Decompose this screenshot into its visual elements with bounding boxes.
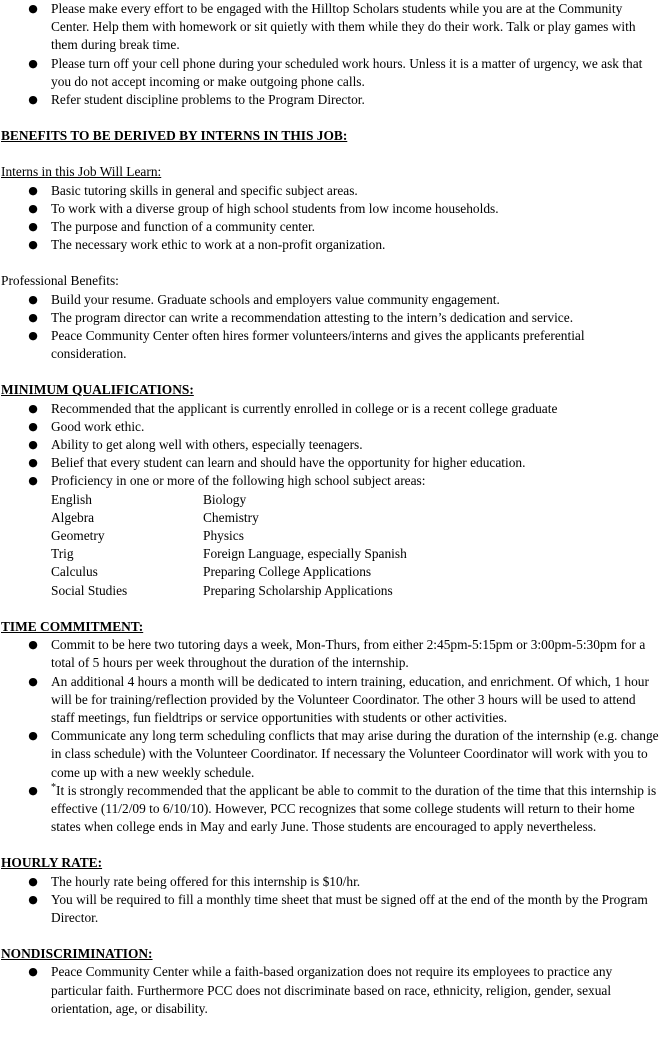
- bullet-icon: ●: [28, 438, 38, 452]
- professional-list: [1, 291, 661, 364]
- bullet-icon: ●: [28, 183, 38, 197]
- list-item: ● Good work ethic.: [1, 418, 661, 436]
- subject-cell: Social Studies: [51, 582, 128, 598]
- subject-cell: Geometry: [51, 528, 105, 544]
- bullet-icon: ●: [28, 638, 38, 652]
- subject-cell: Trig: [51, 546, 74, 562]
- list-item: ● Commit to be here two tutoring days a week, Mon-Thurs, from either 2:45pm-5:15pm or 3:00pm-5:30pm for a total of 5 hours per week throughout the duration of the internship.: [1, 636, 661, 672]
- qualifications-heading: MINIMUM QUALIFICATIONS:: [1, 382, 194, 398]
- list-item: ● To work with a diverse group of high school students from low income households.: [1, 200, 661, 218]
- nondiscrimination-heading: NONDISCRIMINATION:: [1, 946, 153, 962]
- bullet-icon: ●: [28, 892, 38, 906]
- list-item: ● You will be required to fill a monthly time sheet that must be signed off at the end of the month by the Program Director.: [1, 891, 661, 927]
- subject-cell: Calculus: [51, 564, 98, 580]
- bullet-icon: ●: [28, 783, 38, 797]
- bullet-icon: ●: [28, 56, 38, 70]
- list-item: ● Ability to get along well with others, especially teenagers.: [1, 436, 661, 454]
- learn-subheading: Interns in this Job Will Learn:: [1, 164, 162, 180]
- subject-cell: Physics: [203, 528, 244, 544]
- time-commitment-heading: TIME COMMITMENT:: [1, 618, 144, 634]
- bullet-icon: ●: [28, 310, 38, 324]
- subject-cell: Biology: [203, 491, 247, 507]
- bullet-icon: ●: [28, 2, 38, 15]
- bullet-icon: ●: [28, 220, 38, 234]
- conduct-list: [1, 0, 661, 109]
- list-item: ● The necessary work ethic to work at a non-profit organization.: [1, 236, 661, 254]
- subject-areas-table: [1, 491, 661, 600]
- bullet-icon: ●: [28, 456, 38, 470]
- list-item: ● Build your resume. Graduate schools and employers value community engagement.: [1, 291, 661, 309]
- bullet-icon: ●: [28, 201, 38, 215]
- subject-cell: English: [51, 491, 92, 507]
- bullet-icon: ●: [28, 874, 38, 888]
- list-item: ● The hourly rate being offered for this internship is $10/hr.: [1, 873, 661, 891]
- subject-cell: Preparing Scholarship Applications: [203, 582, 393, 598]
- list-item: ● The purpose and function of a community center.: [1, 218, 661, 236]
- list-item: ● Communicate any long term scheduling conflicts that may arise during the duration of the internship (e.g. change in class schedule) with the Volunteer Coordinator. If necessary the Volunteer Coordinator will work with you to come up with a new weekly schedule.: [1, 727, 661, 782]
- hourly-rate-heading: HOURLY RATE:: [1, 855, 103, 871]
- list-item: ● The program director can write a recommendation attesting to the intern’s dedication and service.: [1, 309, 661, 327]
- professional-subheading: Professional Benefits:: [1, 273, 119, 289]
- hourly-rate-list: [1, 873, 661, 928]
- subject-cell: Preparing College Applications: [203, 564, 372, 580]
- time-commitment-list: [1, 636, 661, 836]
- bullet-icon: ●: [28, 93, 38, 107]
- bullet-icon: ●: [28, 292, 38, 306]
- list-item: ● Peace Community Center while a faith-based organization does not require its employees to practice any particular faith. Furthermore PCC does not discriminate based on race, ethnicity, religion, gender, sexual orientation, age, or disability.: [1, 963, 661, 1018]
- list-item: ● Proficiency in one or more of the following high school subject areas:: [1, 472, 661, 490]
- list-item: ● An additional 4 hours a month will be dedicated to intern training, education, and enrichment. Of which, 1 hour will be for training/reflection provided by the Volunteer Coordinator. The other 3 hours will be used to attend staff meetings, fun fieldtrips or service opportunities with students or other activities.: [1, 673, 661, 728]
- list-item: ● Basic tutoring skills in general and specific subject areas.: [1, 182, 661, 200]
- bullet-icon: ●: [28, 419, 38, 433]
- bullet-icon: ●: [28, 729, 38, 743]
- list-item: ● Recommended that the applicant is currently enrolled in college or is a recent college graduate: [1, 400, 661, 418]
- list-item: ● Refer student discipline problems to the Program Director.: [1, 91, 661, 109]
- bullet-icon: ●: [28, 474, 38, 488]
- subject-cell: Algebra: [51, 509, 95, 525]
- qualifications-list: [1, 400, 661, 491]
- subject-cell: Foreign Language, especially Spanish: [203, 546, 407, 562]
- list-item: ● *It is strongly recommended that the applicant be able to commit to the duration of the time that this internship is effective (11/2/09 to 6/10/10). However, PCC recognizes that some college students will return to their home states when college ends in May and early June. Those students are encouraged to apply nevertheless.: [1, 782, 661, 837]
- list-item: ● Peace Community Center often hires former volunteers/interns and gives the applicants preferential consideration.: [1, 327, 661, 363]
- benefits-heading: BENEFITS TO BE DERIVED BY INTERNS IN THIS JOB:: [1, 128, 348, 144]
- learn-list: [1, 182, 661, 255]
- bullet-icon: ●: [28, 965, 38, 979]
- list-item: ● Please make every effort to be engaged with the Hilltop Scholars students while you are at the Community Center. Help them with homework or sit quietly with them while they do their work. Talk or play games with them during break time.: [1, 0, 661, 55]
- subject-cell: Chemistry: [203, 509, 259, 525]
- bullet-icon: ●: [28, 238, 38, 252]
- nondiscrimination-list: [1, 963, 661, 1018]
- bullet-icon: ●: [28, 401, 38, 415]
- asterisk-mark: *: [51, 781, 56, 793]
- list-item: ● Belief that every student can learn and should have the opportunity for higher education.: [1, 454, 661, 472]
- list-item: ● Please turn off your cell phone during your scheduled work hours. Unless it is a matter of urgency, we ask that you do not accept incoming or make outgoing phone calls.: [1, 55, 661, 91]
- bullet-icon: ●: [28, 329, 38, 343]
- bullet-icon: ●: [28, 674, 38, 688]
- document-page: [1, 0, 661, 1018]
